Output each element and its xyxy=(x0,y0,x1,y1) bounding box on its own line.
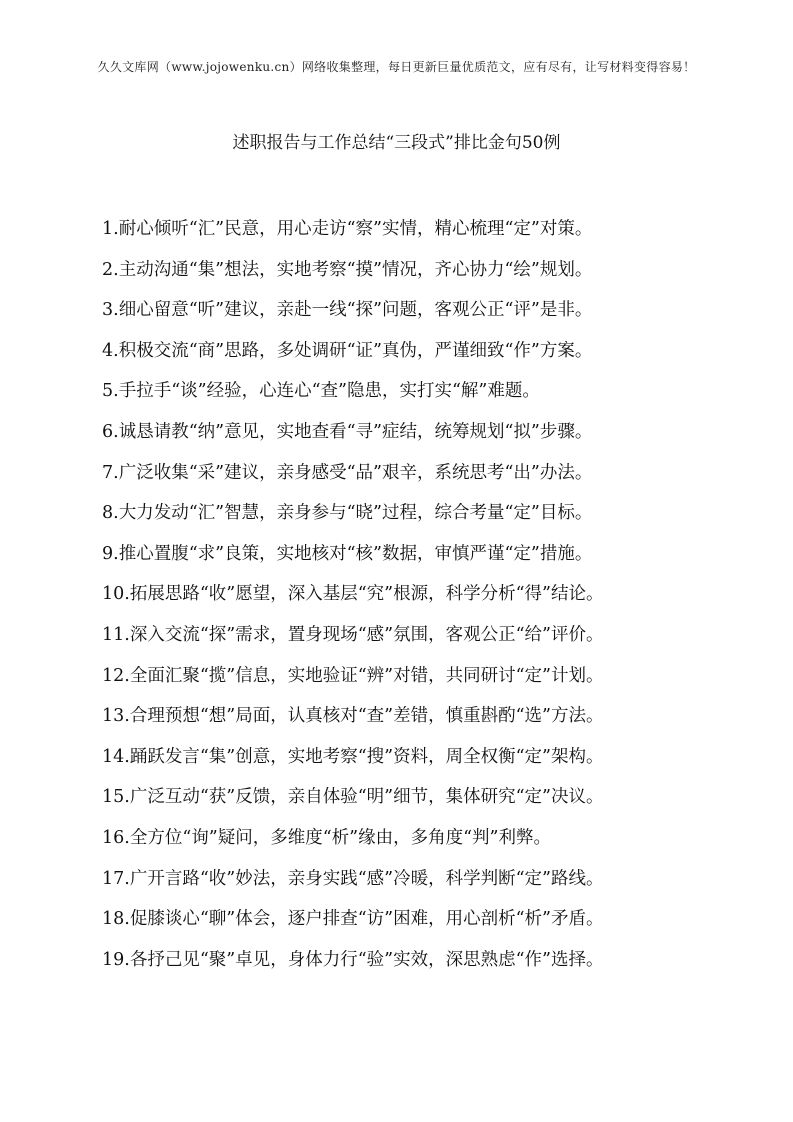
list-item: 16.全方位“询”疑问，多维度“析”缘由，多角度“判”利弊。 xyxy=(102,827,552,848)
list-item: 4.积极交流“商”思路，多处调研“证”真伪，严谨细致“作”方案。 xyxy=(102,340,593,361)
list-item: 10.拓展思路“收”愿望，深入基层“究”根源，科学分析“得”结论。 xyxy=(102,584,604,605)
list-item: 13.合理预想“想”局面，认真核对“查”差错，慎重斟酌“选”方法。 xyxy=(102,706,604,727)
list-item: 12.全面汇聚“揽”信息，实地验证“辨”对错，共同研讨“定”计划。 xyxy=(102,665,604,686)
list-item: 15.广泛互动“获”反馈，亲自体验“明”细节，集体研究“定”决议。 xyxy=(102,787,604,808)
list-item: 14.踊跃发言“集”创意，实地考察“搜”资料，周全权衡“定”架构。 xyxy=(102,746,604,767)
list-item: 18.促膝谈心“聊”体会，逐户排查“访”困难，用心剖析“析”矛盾。 xyxy=(102,909,604,930)
list-item: 8.大力发动“汇”智慧，亲身参与“晓”过程，综合考量“定”目标。 xyxy=(102,503,593,524)
list-item: 9.推心置腹“求”良策，实地核对“核”数据，审慎严谨“定”措施。 xyxy=(102,543,593,564)
list-item: 3.细心留意“听”建议，亲赴一线“探”问题，客观公正“评”是非。 xyxy=(102,300,593,321)
document-title: 述职报告与工作总结“三段式”排比金句50例 xyxy=(232,133,561,153)
list-item: 2.主动沟通“集”想法，实地考察“摸”情况，齐心协力“绘”规划。 xyxy=(102,259,593,280)
list-item: 7.广泛收集“采”建议，亲身感受“品”艰辛，系统思考“出”办法。 xyxy=(102,462,593,483)
sentence-list xyxy=(102,218,732,989)
list-item: 6.诚恳请教“纳”意见，实地查看“寻”症结，统筹规划“拟”步骤。 xyxy=(102,421,593,442)
list-item: 19.各抒己见“聚”卓见，身体力行“验”实效，深思熟虑“作”选择。 xyxy=(102,949,604,970)
list-item: 11.深入交流“探”需求，置身现场“感”氛围，客观公正“给”评价。 xyxy=(102,624,604,645)
list-item: 5.手拉手“谈”经验，心连心“查”隐患，实打实“解”难题。 xyxy=(102,381,540,402)
list-item: 17.广开言路“收”妙法，亲身实践“感”冷暖，科学判断“定”路线。 xyxy=(102,868,604,889)
header-banner: 久久文库网（www.jojowenku.cn）网络收集整理，每日更新巨量优质范文，应有尽有，让写材料变得容易！ xyxy=(97,60,696,74)
list-item: 1.耐心倾听“汇”民意，用心走访“察”实情，精心梳理“定”对策。 xyxy=(102,219,593,239)
